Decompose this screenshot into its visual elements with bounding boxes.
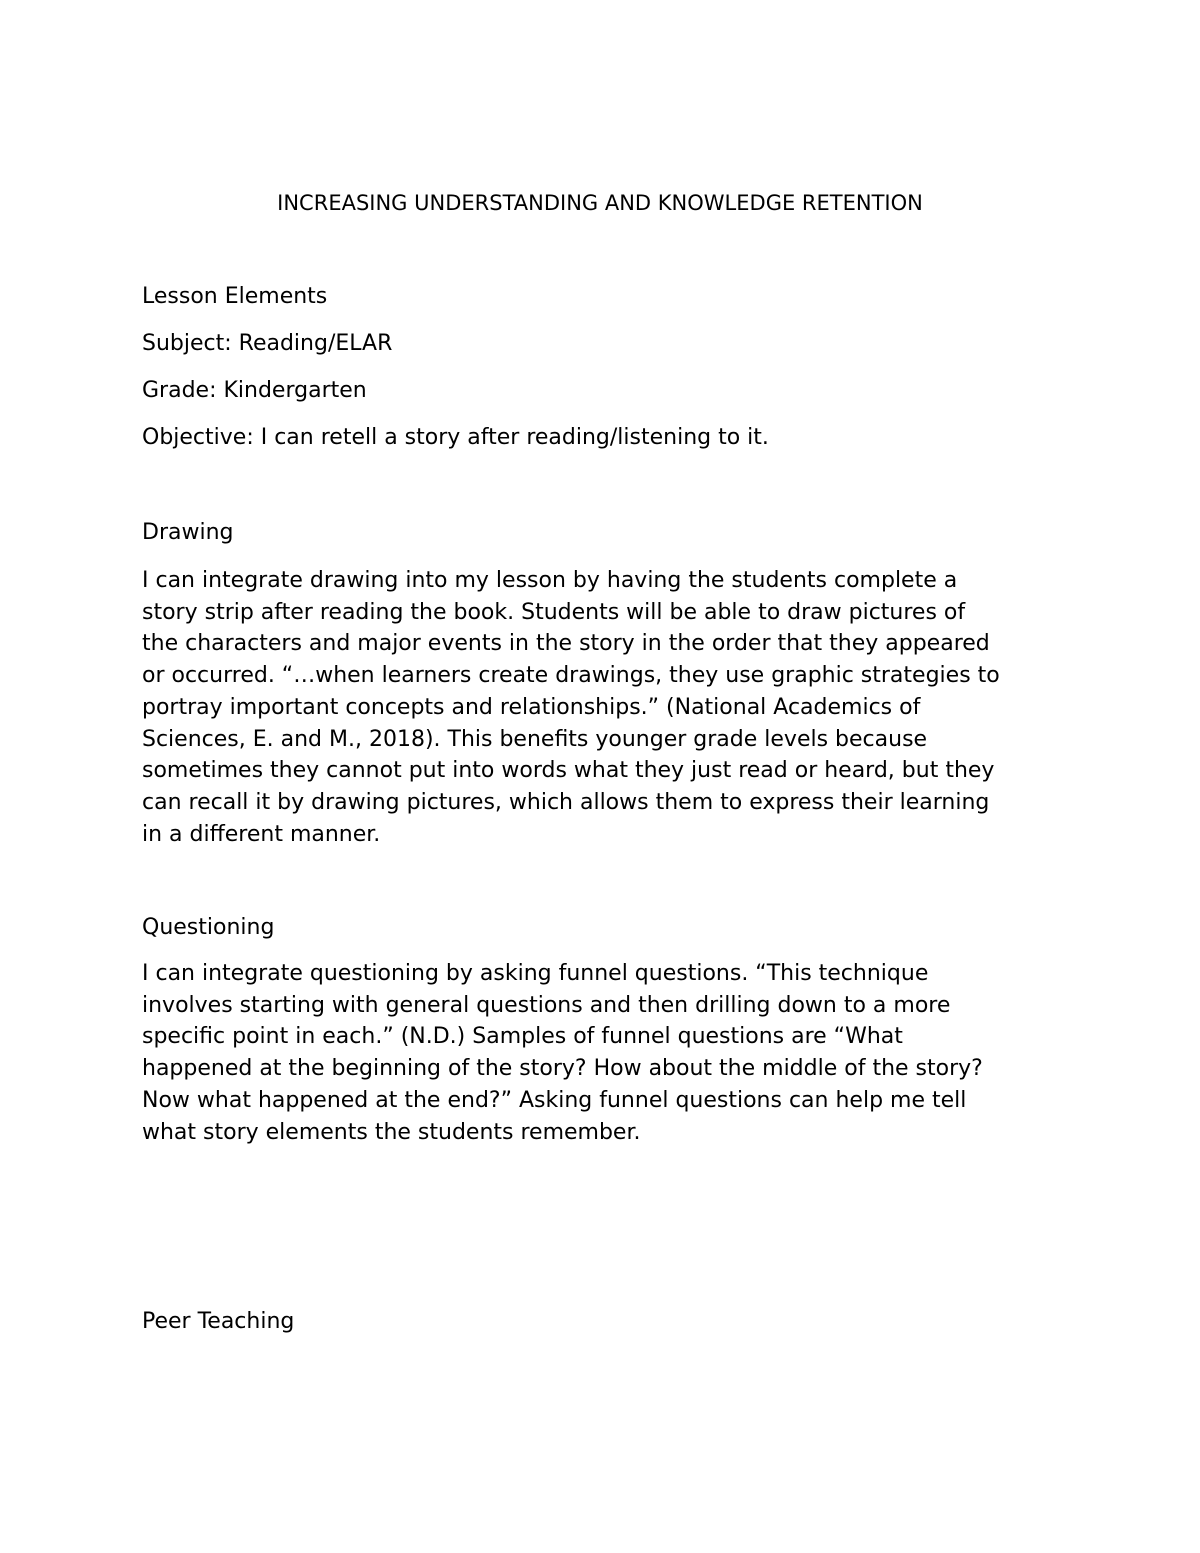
paragraph-line: I can integrate questioning by asking funnel questions. “This technique xyxy=(142,961,929,986)
paragraph-line: involves starting with general questions and then drilling down to a more xyxy=(142,992,951,1018)
questioning-heading: Questioning xyxy=(142,915,275,940)
paragraph-line: specific point in each.” (N.D.) Samples of funnel questions are “What xyxy=(142,1024,903,1050)
paragraph-line: can recall it by drawing pictures, which allows them to express their learning xyxy=(142,789,990,815)
paragraph-line: sometimes they cannot put into words what they just read or heard, but they xyxy=(142,758,995,784)
lesson-elements-heading: Lesson Elements xyxy=(142,284,328,309)
questioning-paragraph xyxy=(142,958,1072,1148)
peer-teaching-heading: Peer Teaching xyxy=(142,1309,295,1334)
drawing-heading: Drawing xyxy=(142,520,234,545)
lesson-objective: Objective: I can retell a story after reading/listening to it. xyxy=(142,425,769,450)
paragraph-line: portray important concepts and relationships.” (National Academics of xyxy=(142,694,921,720)
paragraph-line: I can integrate drawing into my lesson by having the students complete a xyxy=(142,568,958,593)
paragraph-line: the characters and major events in the story in the order that they appeared xyxy=(142,631,990,657)
paragraph-line: or occurred. “…when learners create drawings, they use graphic strategies to xyxy=(142,663,1000,689)
paragraph-line: in a different manner. xyxy=(142,821,381,847)
drawing-paragraph xyxy=(142,565,1072,850)
document-title: INCREASING UNDERSTANDING AND KNOWLEDGE RETENTION xyxy=(277,191,923,215)
lesson-subject: Subject: Reading/ELAR xyxy=(142,331,393,356)
paragraph-line: happened at the beginning of the story? How about the middle of the story? xyxy=(142,1056,983,1082)
lesson-grade: Grade: Kindergarten xyxy=(142,378,367,403)
paragraph-line: story strip after reading the book. Students will be able to draw pictures of xyxy=(142,599,966,625)
paragraph-line: what story elements the students remember. xyxy=(142,1119,641,1145)
paragraph-line: Sciences, E. and M., 2018). This benefits younger grade levels because xyxy=(142,726,928,752)
paragraph-line: Now what happened at the end?” Asking funnel questions can help me tell xyxy=(142,1087,967,1113)
